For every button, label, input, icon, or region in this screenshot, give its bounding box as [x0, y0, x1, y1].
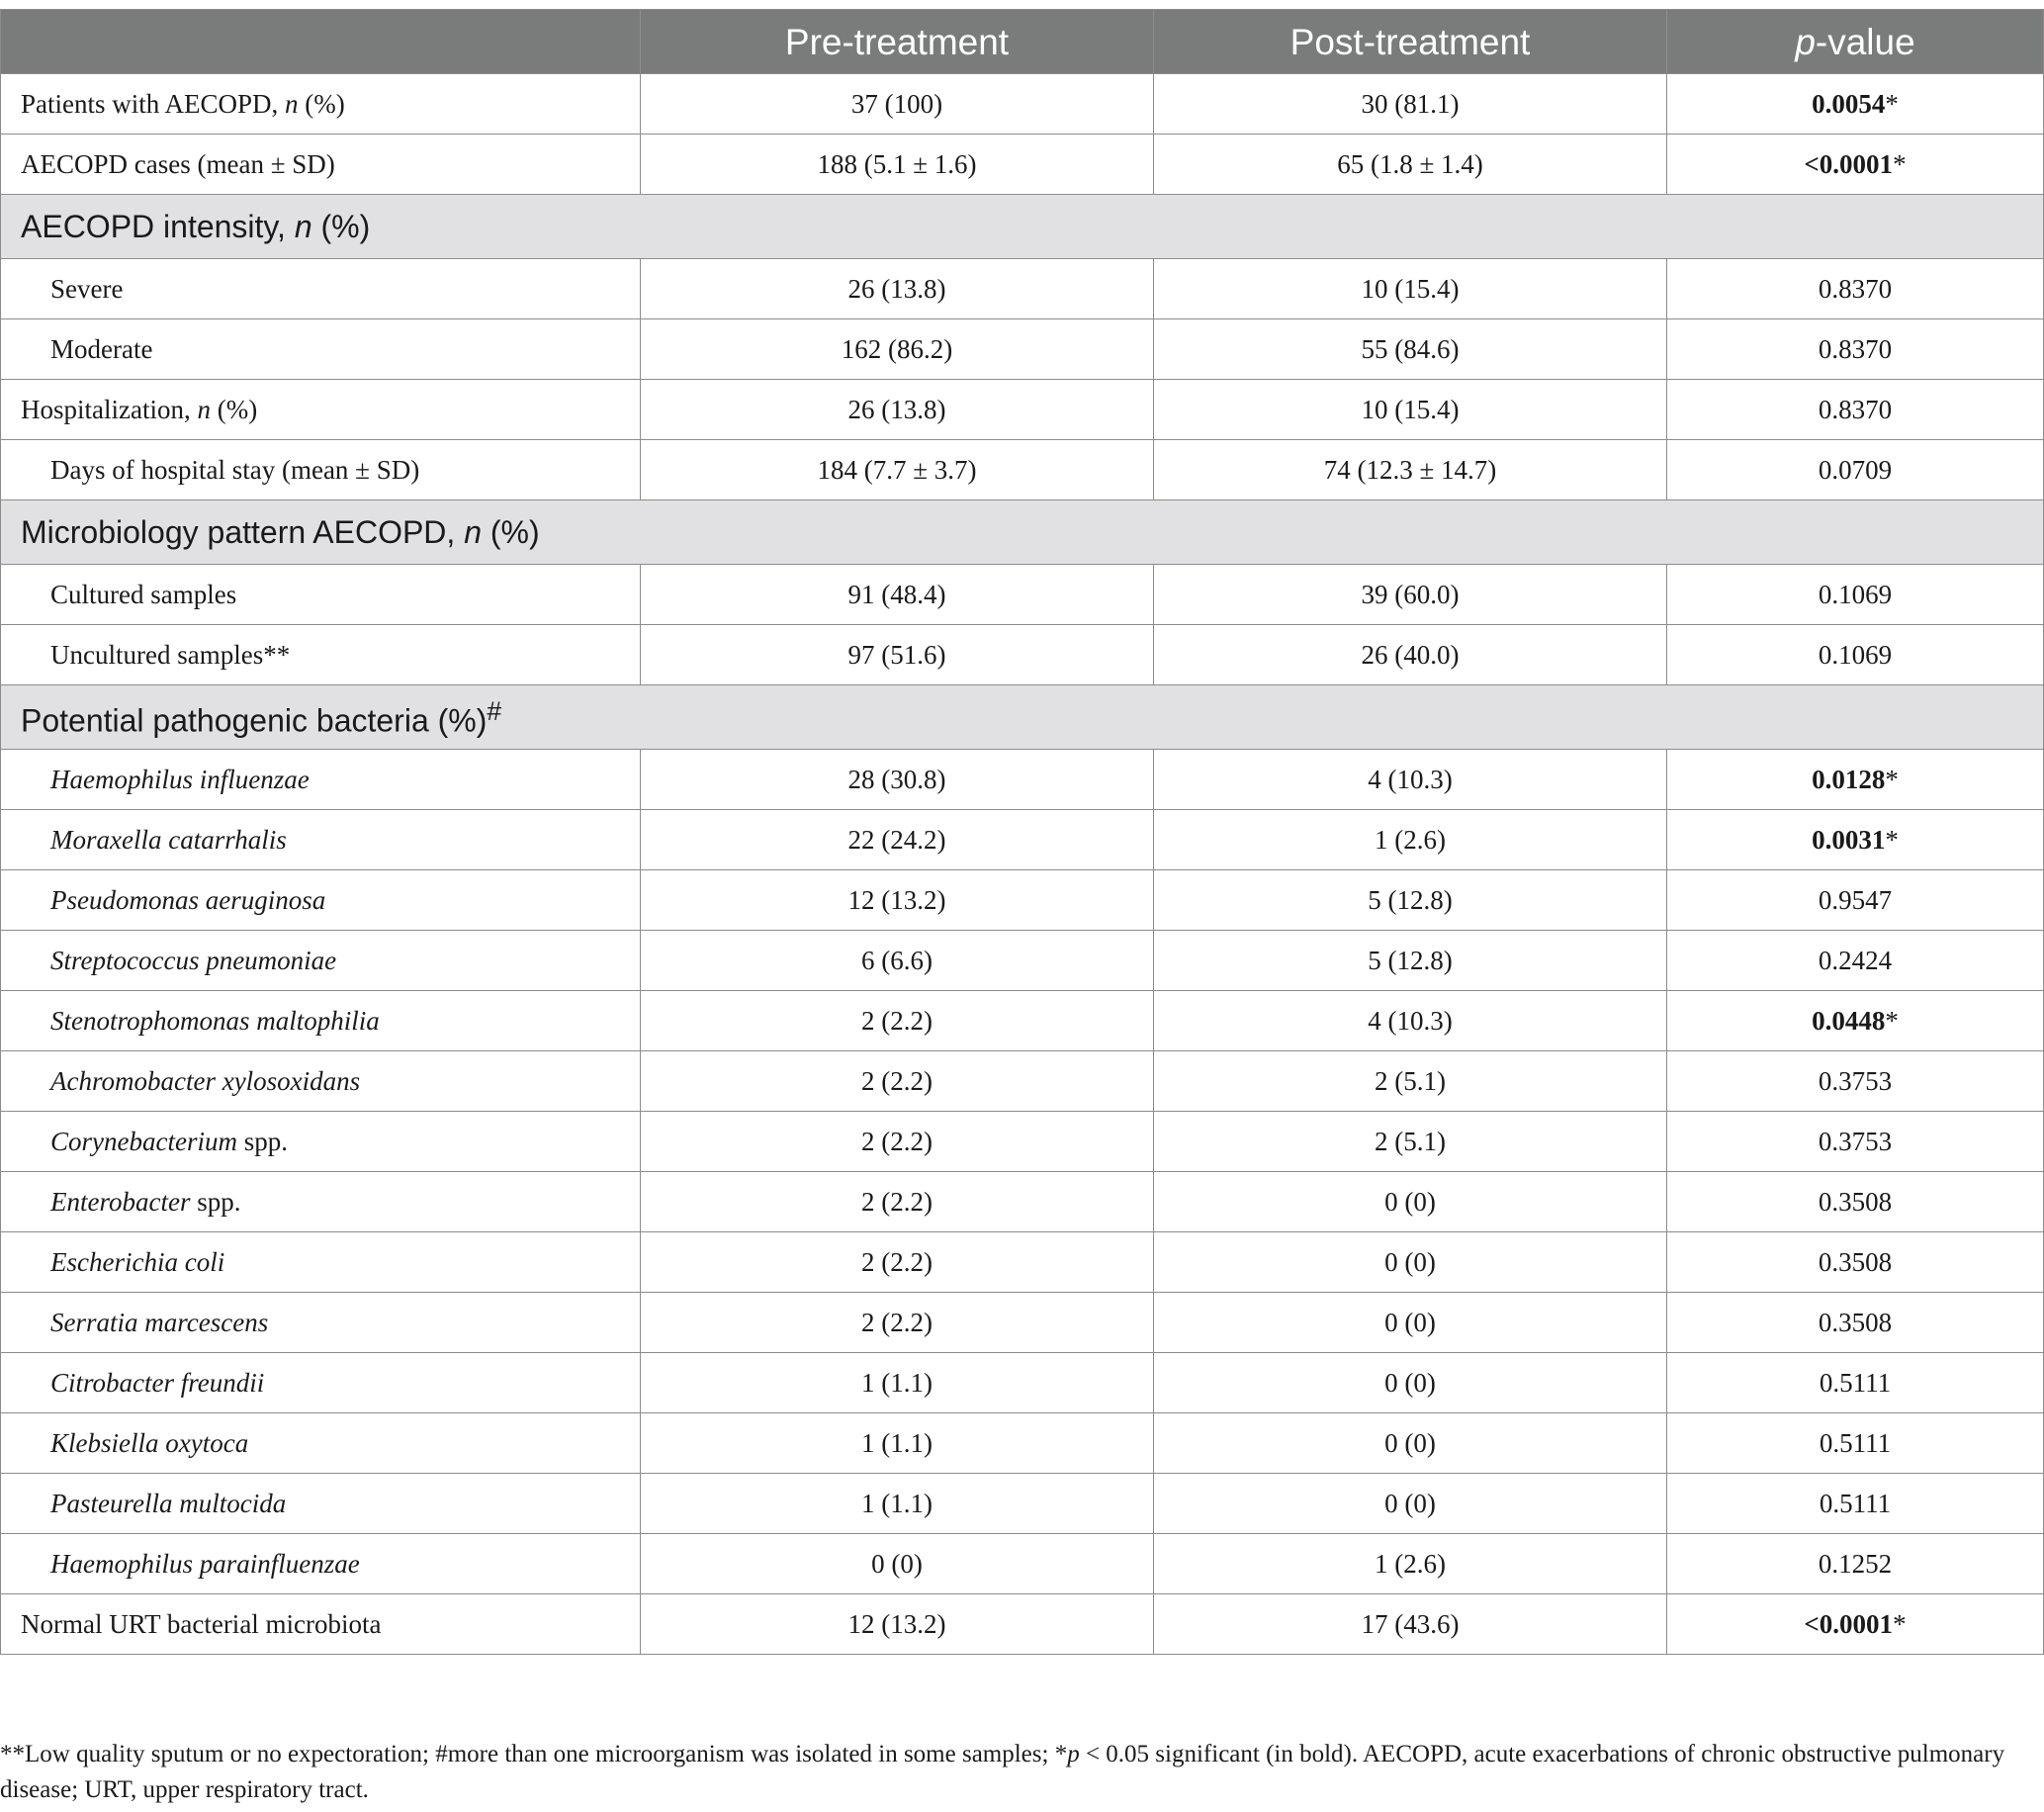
- p-value: [1667, 1051, 2044, 1112]
- p-value-number: <0.0001: [1804, 148, 1894, 179]
- row-label-text: Days of hospital stay (mean ± SD): [50, 454, 420, 485]
- header-label-column: [1, 10, 641, 74]
- post-treatment-value: 0 (0): [1154, 1474, 1667, 1534]
- row-label-suffix: spp.: [190, 1186, 241, 1217]
- post-treatment-value: 0 (0): [1154, 1413, 1667, 1474]
- p-value: [1667, 1112, 2044, 1172]
- row-label-text: Uncultured samples**: [50, 639, 291, 670]
- p-value-number: 0.1252: [1818, 1548, 1893, 1579]
- p-value: [1667, 870, 2044, 931]
- table-row: [1, 1232, 2044, 1293]
- post-treatment-value: 4 (10.3): [1154, 991, 1667, 1051]
- p-value-number: 0.8370: [1818, 394, 1893, 424]
- post-treatment-value: 55 (84.6): [1154, 319, 1667, 380]
- pre-treatment-value: 2 (2.2): [641, 991, 1154, 1051]
- row-label-text: Cultured samples: [50, 579, 237, 609]
- p-value: [1667, 380, 2044, 440]
- table-row: [1, 1051, 2044, 1112]
- p-value: [1667, 1413, 2044, 1474]
- table-row: [1, 1594, 2044, 1655]
- pre-treatment-value: 1 (1.1): [641, 1474, 1154, 1534]
- p-value: [1667, 1534, 2044, 1594]
- p-value-number: 0.8370: [1818, 273, 1893, 304]
- pre-treatment-value: 97 (51.6): [641, 625, 1154, 685]
- row-label: [1, 1594, 641, 1655]
- p-value-number: 0.2424: [1818, 945, 1893, 975]
- header-p-rest: -value: [1815, 21, 1915, 62]
- p-value: [1667, 1353, 2044, 1413]
- row-label: [1, 1534, 641, 1594]
- row-label: [1, 1112, 641, 1172]
- header-row: [1, 10, 2044, 74]
- table-body: [1, 74, 2044, 1655]
- row-label-text: Klebsiella oxytoca: [50, 1427, 249, 1458]
- row-label-text: Enterobacter: [50, 1186, 191, 1217]
- post-treatment-value: 74 (12.3 ± 14.7): [1154, 440, 1667, 500]
- p-value-number: 0.1069: [1818, 579, 1893, 609]
- p-value: [1667, 440, 2044, 500]
- section-label-italic: n: [294, 209, 312, 244]
- row-label: [1, 1051, 641, 1112]
- row-label-text: Citrobacter freundii: [50, 1367, 265, 1398]
- footnote-text-1: **Low quality sputum or no expectoration; #more than one microorganism was isolated in some samples; *: [0, 1741, 1068, 1767]
- row-label-text: Pseudomonas aeruginosa: [50, 884, 326, 915]
- p-value-number: 0.9547: [1818, 884, 1893, 915]
- p-value: [1667, 1594, 2044, 1655]
- pre-treatment-value: 26 (13.8): [641, 380, 1154, 440]
- post-treatment-value: 26 (40.0): [1154, 625, 1667, 685]
- significance-star: *: [1885, 1005, 1899, 1036]
- row-label-text: Pasteurella multocida: [50, 1488, 287, 1518]
- row-label: [1, 1353, 641, 1413]
- post-treatment-value: 4 (10.3): [1154, 750, 1667, 810]
- pre-treatment-value: 162 (86.2): [641, 319, 1154, 380]
- post-treatment-value: 65 (1.8 ± 1.4): [1154, 135, 1667, 195]
- significance-star: *: [1893, 148, 1907, 179]
- footnote-p-italic: p: [1067, 1741, 1080, 1767]
- post-treatment-value: 1 (2.6): [1154, 1534, 1667, 1594]
- row-label: [1, 625, 641, 685]
- row-label-text: Moderate: [50, 333, 153, 364]
- p-value-number: 0.3753: [1818, 1126, 1893, 1156]
- table-row: [1, 319, 2044, 380]
- p-value: [1667, 810, 2044, 870]
- p-value-number: 0.3753: [1818, 1065, 1893, 1096]
- row-label-text: Serratia marcescens: [50, 1307, 269, 1337]
- p-value-number: 0.3508: [1818, 1186, 1893, 1217]
- p-value-number: 0.0128: [1812, 764, 1886, 794]
- row-label: [1, 870, 641, 931]
- p-value: [1667, 625, 2044, 685]
- row-label: [1, 931, 641, 991]
- row-label-text: Haemophilus parainfluenzae: [50, 1548, 360, 1579]
- row-label: [1, 135, 641, 195]
- row-label-text: Corynebacterium: [50, 1126, 237, 1156]
- section-header-row: [1, 685, 2044, 750]
- p-value: [1667, 931, 2044, 991]
- post-treatment-value: 0 (0): [1154, 1293, 1667, 1353]
- table-row: [1, 259, 2044, 319]
- table-row: [1, 1172, 2044, 1232]
- significance-star: *: [1885, 764, 1899, 794]
- footnote-text-2: < 0.05 significant (in bold). AECOPD, acute exacerbations of chronic obstructive pulmonary disease; URT, upper respiratory tract.: [0, 1741, 2005, 1803]
- row-label-suffix: (%): [298, 88, 345, 119]
- row-label-italic: n: [197, 394, 211, 424]
- row-label-text: Hospitalization,: [21, 394, 198, 424]
- pre-treatment-value: 2 (2.2): [641, 1051, 1154, 1112]
- post-treatment-value: 5 (12.8): [1154, 931, 1667, 991]
- post-treatment-value: 39 (60.0): [1154, 565, 1667, 625]
- p-value: [1667, 1474, 2044, 1534]
- row-label: [1, 991, 641, 1051]
- table-row: [1, 931, 2044, 991]
- pre-treatment-value: 28 (30.8): [641, 750, 1154, 810]
- row-label-text: Escherichia coli: [50, 1246, 225, 1277]
- table-row: [1, 1474, 2044, 1534]
- pre-treatment-value: 12 (13.2): [641, 870, 1154, 931]
- p-value: [1667, 1172, 2044, 1232]
- p-value: [1667, 991, 2044, 1051]
- p-value-number: 0.1069: [1818, 639, 1893, 670]
- post-treatment-value: 10 (15.4): [1154, 380, 1667, 440]
- row-label: [1, 1474, 641, 1534]
- row-label: [1, 1232, 641, 1293]
- post-treatment-value: 2 (5.1): [1154, 1112, 1667, 1172]
- row-label-text: Normal URT bacterial microbiota: [21, 1608, 382, 1639]
- row-label-text: Moraxella catarrhalis: [50, 824, 287, 855]
- row-label-italic: n: [285, 88, 299, 119]
- pre-treatment-value: 1 (1.1): [641, 1353, 1154, 1413]
- section-label: Microbiology pattern AECOPD,: [21, 514, 465, 550]
- p-value: [1667, 750, 2044, 810]
- row-label-text: Achromobacter xylosoxidans: [50, 1065, 361, 1096]
- row-label-text: Streptococcus pneumoniae: [50, 945, 337, 975]
- section-header: [1, 685, 2044, 750]
- row-label: [1, 565, 641, 625]
- pre-treatment-value: 188 (5.1 ± 1.6): [641, 135, 1154, 195]
- pre-treatment-value: 2 (2.2): [641, 1232, 1154, 1293]
- p-value: [1667, 565, 2044, 625]
- section-label-suffix: (%): [311, 209, 371, 244]
- row-label: [1, 259, 641, 319]
- significance-star: *: [1885, 824, 1899, 855]
- header-p-value: [1667, 10, 2044, 74]
- pre-treatment-value: 2 (2.2): [641, 1293, 1154, 1353]
- section-label: Potential pathogenic bacteria (%): [21, 702, 488, 739]
- post-treatment-value: 17 (43.6): [1154, 1594, 1667, 1655]
- significance-star: *: [1885, 88, 1899, 119]
- post-treatment-value: 5 (12.8): [1154, 870, 1667, 931]
- pre-treatment-value: 91 (48.4): [641, 565, 1154, 625]
- section-label-italic: n: [464, 514, 482, 550]
- p-value: [1667, 135, 2044, 195]
- row-label-text: Stenotrophomonas maltophilia: [50, 1005, 380, 1036]
- pre-treatment-value: 0 (0): [641, 1534, 1154, 1594]
- pre-treatment-value: 37 (100): [641, 74, 1154, 135]
- section-label-suffix: (%): [481, 514, 540, 550]
- header-post-treatment: Post-treatment: [1154, 10, 1667, 74]
- pre-treatment-value: 26 (13.8): [641, 259, 1154, 319]
- row-label-suffix: spp.: [236, 1126, 288, 1156]
- post-treatment-value: 0 (0): [1154, 1353, 1667, 1413]
- p-value-number: 0.5111: [1819, 1367, 1892, 1398]
- significance-star: *: [1893, 1608, 1907, 1639]
- section-header-row: [1, 500, 2044, 565]
- row-label: [1, 440, 641, 500]
- row-label-text: Patients with AECOPD,: [21, 88, 286, 119]
- header-p-italic: p: [1795, 21, 1816, 62]
- row-label: [1, 74, 641, 135]
- pre-treatment-value: 184 (7.7 ± 3.7): [641, 440, 1154, 500]
- p-value: [1667, 1232, 2044, 1293]
- table-footnote: [0, 1737, 2037, 1808]
- p-value-number: 0.5111: [1819, 1488, 1892, 1518]
- post-treatment-value: 0 (0): [1154, 1172, 1667, 1232]
- post-treatment-value: 0 (0): [1154, 1232, 1667, 1293]
- post-treatment-value: 2 (5.1): [1154, 1051, 1667, 1112]
- section-header: [1, 500, 2044, 565]
- p-value-number: 0.0448: [1812, 1005, 1886, 1036]
- table-row: [1, 810, 2044, 870]
- p-value: [1667, 74, 2044, 135]
- pre-treatment-value: 22 (24.2): [641, 810, 1154, 870]
- row-label-text: Severe: [50, 273, 124, 304]
- post-treatment-value: 10 (15.4): [1154, 259, 1667, 319]
- pre-treatment-value: 1 (1.1): [641, 1413, 1154, 1474]
- row-label: [1, 810, 641, 870]
- table-row: [1, 440, 2044, 500]
- results-table: [0, 9, 2044, 1655]
- row-label: [1, 750, 641, 810]
- table-row: [1, 870, 2044, 931]
- pre-treatment-value: 2 (2.2): [641, 1112, 1154, 1172]
- row-label: [1, 1293, 641, 1353]
- p-value: [1667, 319, 2044, 380]
- table-row: [1, 380, 2044, 440]
- section-label: AECOPD intensity,: [21, 209, 295, 244]
- row-label: [1, 1172, 641, 1232]
- table-row: [1, 74, 2044, 135]
- post-treatment-value: 1 (2.6): [1154, 810, 1667, 870]
- p-value-number: 0.0054: [1812, 88, 1886, 119]
- table-row: [1, 1413, 2044, 1474]
- pre-treatment-value: 2 (2.2): [641, 1172, 1154, 1232]
- table-row: [1, 625, 2044, 685]
- p-value-number: <0.0001: [1804, 1608, 1894, 1639]
- table-row: [1, 135, 2044, 195]
- table-row: [1, 565, 2044, 625]
- row-label: [1, 380, 641, 440]
- section-header-row: [1, 195, 2044, 259]
- pre-treatment-value: 6 (6.6): [641, 931, 1154, 991]
- section-header: [1, 195, 2044, 259]
- header-pre-treatment: Pre-treatment: [641, 10, 1154, 74]
- section-footnote-mark: #: [487, 695, 502, 726]
- row-label: [1, 319, 641, 380]
- table-row: [1, 1534, 2044, 1594]
- table-row: [1, 1112, 2044, 1172]
- table-row: [1, 991, 2044, 1051]
- row-label-text: AECOPD cases (mean ± SD): [21, 148, 335, 179]
- row-label-suffix: (%): [210, 394, 258, 424]
- p-value-number: 0.3508: [1818, 1307, 1893, 1337]
- row-label: [1, 1413, 641, 1474]
- pre-treatment-value: 12 (13.2): [641, 1594, 1154, 1655]
- p-value-number: 0.8370: [1818, 333, 1893, 364]
- p-value-number: 0.0709: [1818, 454, 1893, 485]
- p-value-number: 0.5111: [1819, 1427, 1892, 1458]
- p-value: [1667, 259, 2044, 319]
- table-row: [1, 750, 2044, 810]
- row-label-text: Haemophilus influenzae: [50, 764, 310, 794]
- table-row: [1, 1353, 2044, 1413]
- post-treatment-value: 30 (81.1): [1154, 74, 1667, 135]
- p-value-number: 0.3508: [1818, 1246, 1893, 1277]
- table-row: [1, 1293, 2044, 1353]
- p-value: [1667, 1293, 2044, 1353]
- p-value-number: 0.0031: [1812, 824, 1886, 855]
